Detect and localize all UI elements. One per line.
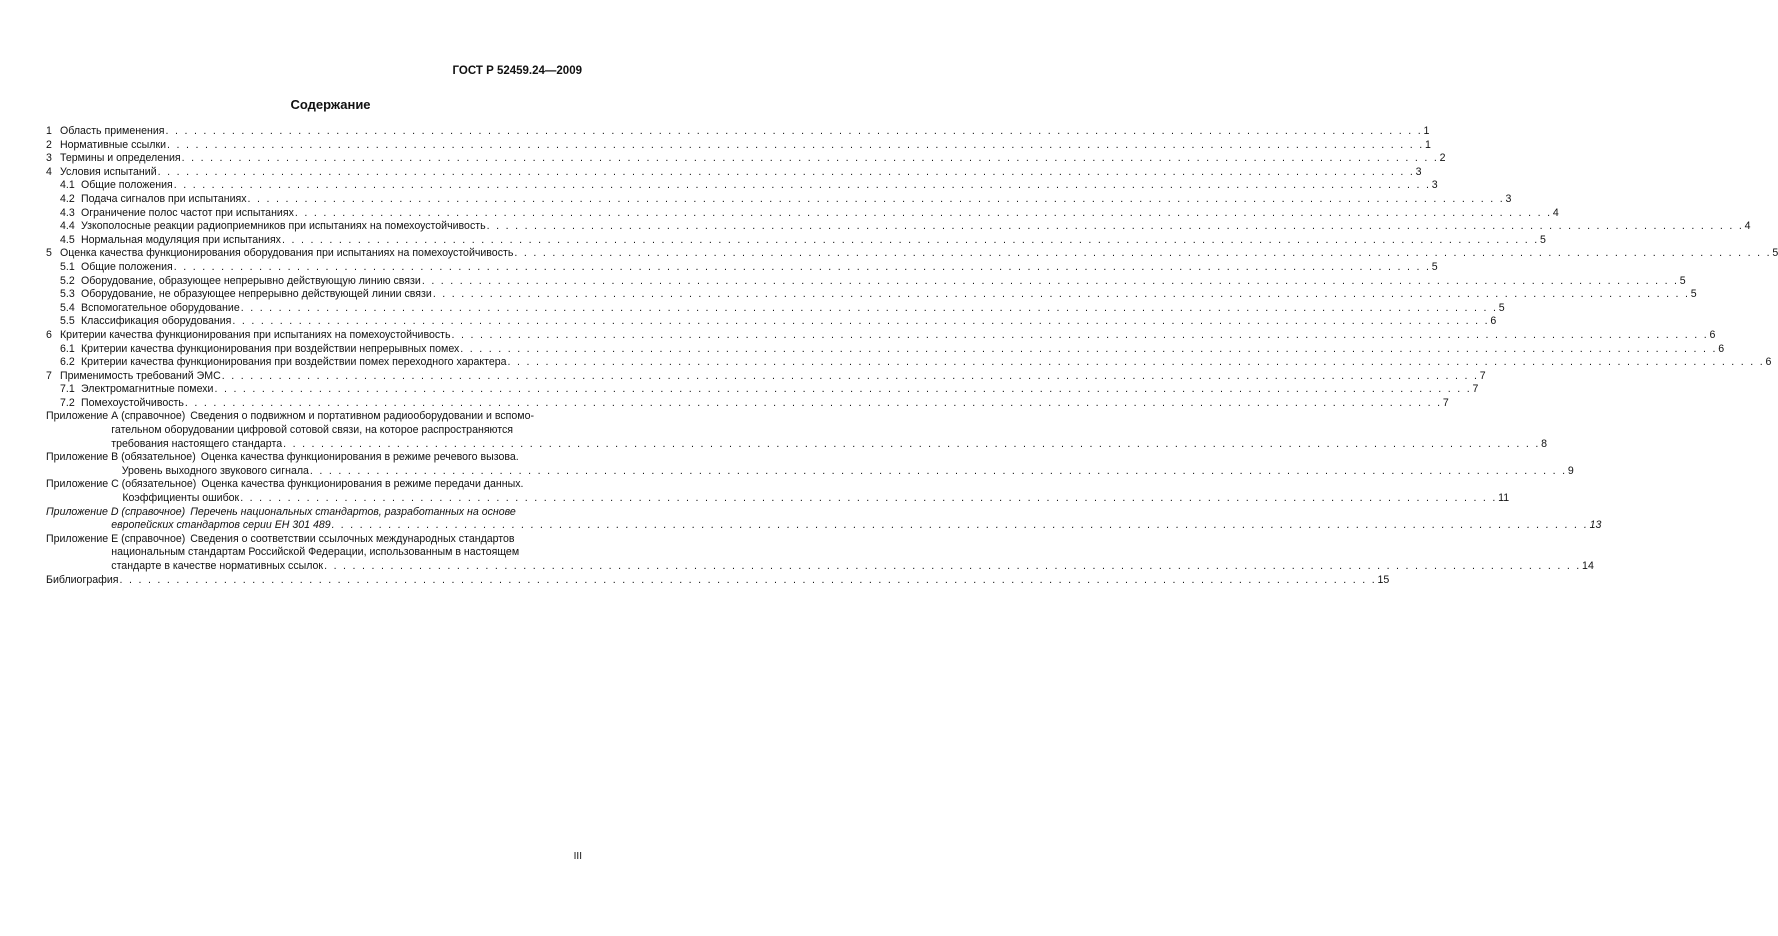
toc-entry[interactable] [46, 369, 1486, 384]
appendix-title-line: Сведения о подвижном и портативном радиооборудовании и вспомо- [190, 410, 534, 423]
toc-entry[interactable] [46, 383, 1479, 397]
leader-dots [332, 519, 1589, 533]
toc-entry-title: Ограничение полос частот при испытаниях [81, 206, 294, 219]
appendix-page: 9 [1567, 464, 1574, 477]
toc-entry-page: 3 [1505, 192, 1512, 205]
toc-entry-title: Применимость требований ЭМС [60, 369, 221, 382]
toc-entry-page: 4 [1552, 206, 1559, 219]
leader-dots [240, 492, 1497, 506]
toc-entry-page: 6 [1718, 342, 1725, 355]
toc-entry-number: 4.4 [60, 220, 75, 233]
appendix-label: Приложение А (справочное) [46, 410, 186, 423]
toc-entry-number: 4.1 [60, 179, 75, 192]
toc-entry-number: 4.2 [60, 192, 75, 205]
leader-dots [310, 465, 1567, 479]
toc-entry[interactable] [46, 220, 1751, 234]
document-code: ГОСТ Р 52459.24—2009 [452, 65, 582, 77]
toc-entry[interactable] [46, 206, 1559, 221]
toc-entry-title: Нормативные ссылки [60, 138, 167, 151]
bibliography-title: Библиография [46, 573, 119, 586]
appendix-title-line: Коэффициенты ошибок [122, 492, 240, 505]
leader-dots [174, 179, 1431, 193]
toc-entry-number: 4.5 [60, 233, 75, 246]
toc-entry-number: 4 [46, 165, 52, 178]
toc-entry[interactable] [46, 152, 1446, 166]
toc-entry[interactable] [46, 125, 1430, 139]
toc-entry[interactable] [46, 328, 1716, 343]
appendix-page: 11 [1498, 492, 1510, 505]
toc-entry-title: Термины и определения [60, 152, 181, 165]
toc-entry-page: 6 [1765, 356, 1772, 369]
leader-dots [514, 247, 1771, 261]
toc-entry-page: 7 [1479, 369, 1486, 382]
leader-dots [433, 288, 1690, 302]
toc-entry[interactable] [46, 342, 1725, 357]
leader-dots [508, 356, 1765, 370]
toc-entry[interactable] [46, 301, 1505, 316]
leader-dots [214, 383, 1471, 397]
toc-entry-page: 5 [1772, 247, 1778, 260]
leader-dots [452, 329, 1709, 343]
toc-entry[interactable] [46, 396, 1449, 411]
toc-entry-page: 5 [1431, 260, 1438, 273]
leader-dots [185, 397, 1442, 411]
toc-entry-number: 5.3 [60, 288, 75, 301]
appendix-label: Приложение В (обязательное) [46, 451, 196, 464]
appendix-title-line: Сведения о соответствии ссылочных международных стандартов [190, 532, 515, 545]
toc-entry-title: Подача сигналов при испытаниях [81, 192, 247, 205]
appendix-title-line: требования настоящего стандарта [111, 437, 283, 450]
toc-entry-page: 3 [1431, 179, 1438, 192]
toc-entry-title: Вспомогательное оборудование [81, 301, 240, 314]
toc-entry-page: 6 [1490, 315, 1497, 328]
toc-entry-number: 7.1 [60, 383, 75, 396]
toc-entry[interactable] [46, 179, 1438, 193]
toc-entry-page: 6 [1709, 328, 1716, 341]
toc-entry-number: 6 [46, 328, 52, 341]
toc-entry-title: Критерии качества функционирования при испытаниях на помехоустойчивость [60, 328, 451, 341]
toc-entry-page: 7 [1442, 396, 1449, 409]
appendix-title-line: Уровень выходного звукового сигнала [121, 464, 309, 477]
appendix-page: 8 [1541, 437, 1547, 450]
toc-entry-title: Критерии качества функционирования при воздействии непрерывных помех [81, 342, 460, 355]
toc-entry-number: 7 [46, 369, 52, 382]
toc-entry-title: Помехоустойчивость [81, 396, 184, 409]
leader-dots [487, 220, 1744, 234]
toc-entry[interactable] [46, 233, 1546, 248]
leader-dots [174, 261, 1431, 275]
leader-dots [324, 560, 1581, 574]
toc-entry-number: 5 [46, 247, 52, 260]
toc-entry-number: 7.2 [60, 396, 75, 409]
toc-entry-page: 5 [1498, 301, 1505, 314]
toc-entry-page: 1 [1424, 138, 1431, 151]
toc-entry-page: 5 [1690, 288, 1697, 301]
leader-dots [232, 315, 1489, 329]
toc-entry-number: 4.3 [60, 206, 75, 219]
toc-appendix-entry[interactable] [46, 451, 1574, 478]
leader-dots [182, 152, 1439, 166]
appendix-title-line: национальным стандартам Российской Федерации, использованным в настоящем [111, 546, 520, 559]
toc-entry-title: Критерии качества функционирования при воздействии помех переходного характера [81, 356, 507, 369]
toc-entry-title: Общие положения [81, 260, 173, 273]
toc-entry-page: 3 [1415, 165, 1422, 178]
toc-entry-number: 5.4 [60, 301, 75, 314]
appendix-title-line: гательном оборудовании цифровой сотовой связи, на которое распространяются [111, 424, 514, 437]
toc-entry-page: 4 [1744, 220, 1751, 233]
toc-entry[interactable] [46, 315, 1497, 329]
leader-dots [282, 234, 1539, 248]
toc-entry[interactable] [46, 260, 1438, 275]
toc-entry-title: Узкополосные реакции радиоприемников при испытаниях на помехоустойчивость [81, 220, 486, 233]
toc-appendix-entry[interactable] [46, 505, 1602, 533]
page-title: Содержание [290, 97, 371, 112]
toc-entry[interactable] [46, 356, 1772, 370]
appendix-title-line: Оценка качества функционирования в режиме передачи данных. [201, 478, 524, 491]
appendix-page: 14 [1582, 560, 1594, 572]
leader-dots [460, 343, 1717, 357]
appendix-label: Приложение D (справочное) [46, 505, 186, 518]
toc-entry-number: 6.1 [60, 342, 75, 355]
toc-entry-page: 2 [1439, 152, 1446, 165]
appendix-title-line: Оценка качества функционирования в режиме речевого вызова. [200, 451, 519, 464]
appendix-page: 13 [1589, 519, 1602, 532]
toc-entry-number: 5.2 [60, 274, 75, 287]
toc-entry[interactable] [46, 288, 1697, 302]
leader-dots [165, 125, 1422, 139]
toc-entry-page: 5 [1539, 233, 1546, 246]
leader-dots [283, 438, 1540, 452]
appendix-title-line: Перечень национальных стандартов, разработанных на основе [190, 505, 516, 518]
toc-entry-title: Общие положения [81, 179, 173, 192]
toc-entry-title: Классификация оборудования [81, 315, 232, 328]
page-number: III [573, 851, 582, 862]
toc-entry-title: Область применения [60, 125, 165, 137]
toc-entry-title: Оценка качества функционирования оборудования при испытаниях на помехоустойчивость [60, 247, 514, 260]
leader-dots [422, 275, 1679, 289]
toc-entry-number: 5.5 [60, 315, 75, 328]
toc-entry[interactable] [46, 247, 1778, 261]
leader-dots [167, 139, 1424, 153]
toc-entry[interactable] [46, 138, 1431, 153]
toc-entry[interactable] [46, 165, 1422, 180]
toc-entry-page: 1 [1423, 125, 1430, 137]
toc-entry-title: Нормальная модуляция при испытаниях [81, 233, 281, 246]
bibliography-page: 15 [1377, 573, 1390, 586]
toc-bibliography-entry[interactable] [46, 573, 1390, 588]
appendix-title-line: европейских стандартов серии ЕН 301 489 [111, 519, 331, 532]
toc-appendix-entry[interactable] [46, 410, 1547, 451]
toc-entry-title: Электромагнитные помехи [81, 383, 214, 396]
appendix-label: Приложение С (обязательное) [46, 478, 197, 491]
appendix-label: Приложение Е (справочное) [46, 532, 186, 545]
leader-dots [295, 207, 1552, 221]
leader-dots [119, 574, 1376, 588]
toc-entry-number: 2 [46, 138, 52, 151]
toc-entry-number: 3 [46, 152, 52, 165]
toc-entry-number: 5.1 [60, 260, 75, 273]
toc-entry-title: Оборудование, не образующее непрерывно действующей линии связи [81, 288, 432, 301]
leader-dots [158, 166, 1415, 180]
toc-appendix-entry[interactable] [46, 478, 1510, 505]
toc-entry[interactable] [46, 192, 1512, 207]
leader-dots [248, 193, 1505, 207]
toc-entry-page: 7 [1472, 383, 1479, 396]
appendix-title-line: стандарте в качестве нормативных ссылок [111, 560, 324, 572]
table-of-contents [46, 125, 1778, 587]
toc-entry-title: Условия испытаний [60, 165, 157, 178]
toc-entry-title: Оборудование, образующее непрерывно действующую линию связи [81, 274, 421, 287]
toc-entry-page: 5 [1679, 274, 1686, 287]
toc-entry[interactable] [46, 274, 1686, 289]
toc-entry-number: 6.2 [60, 356, 75, 369]
leader-dots [222, 370, 1479, 384]
toc-appendix-entry[interactable] [46, 532, 1594, 574]
toc-entry-number: 1 [46, 125, 52, 137]
leader-dots [241, 302, 1498, 316]
